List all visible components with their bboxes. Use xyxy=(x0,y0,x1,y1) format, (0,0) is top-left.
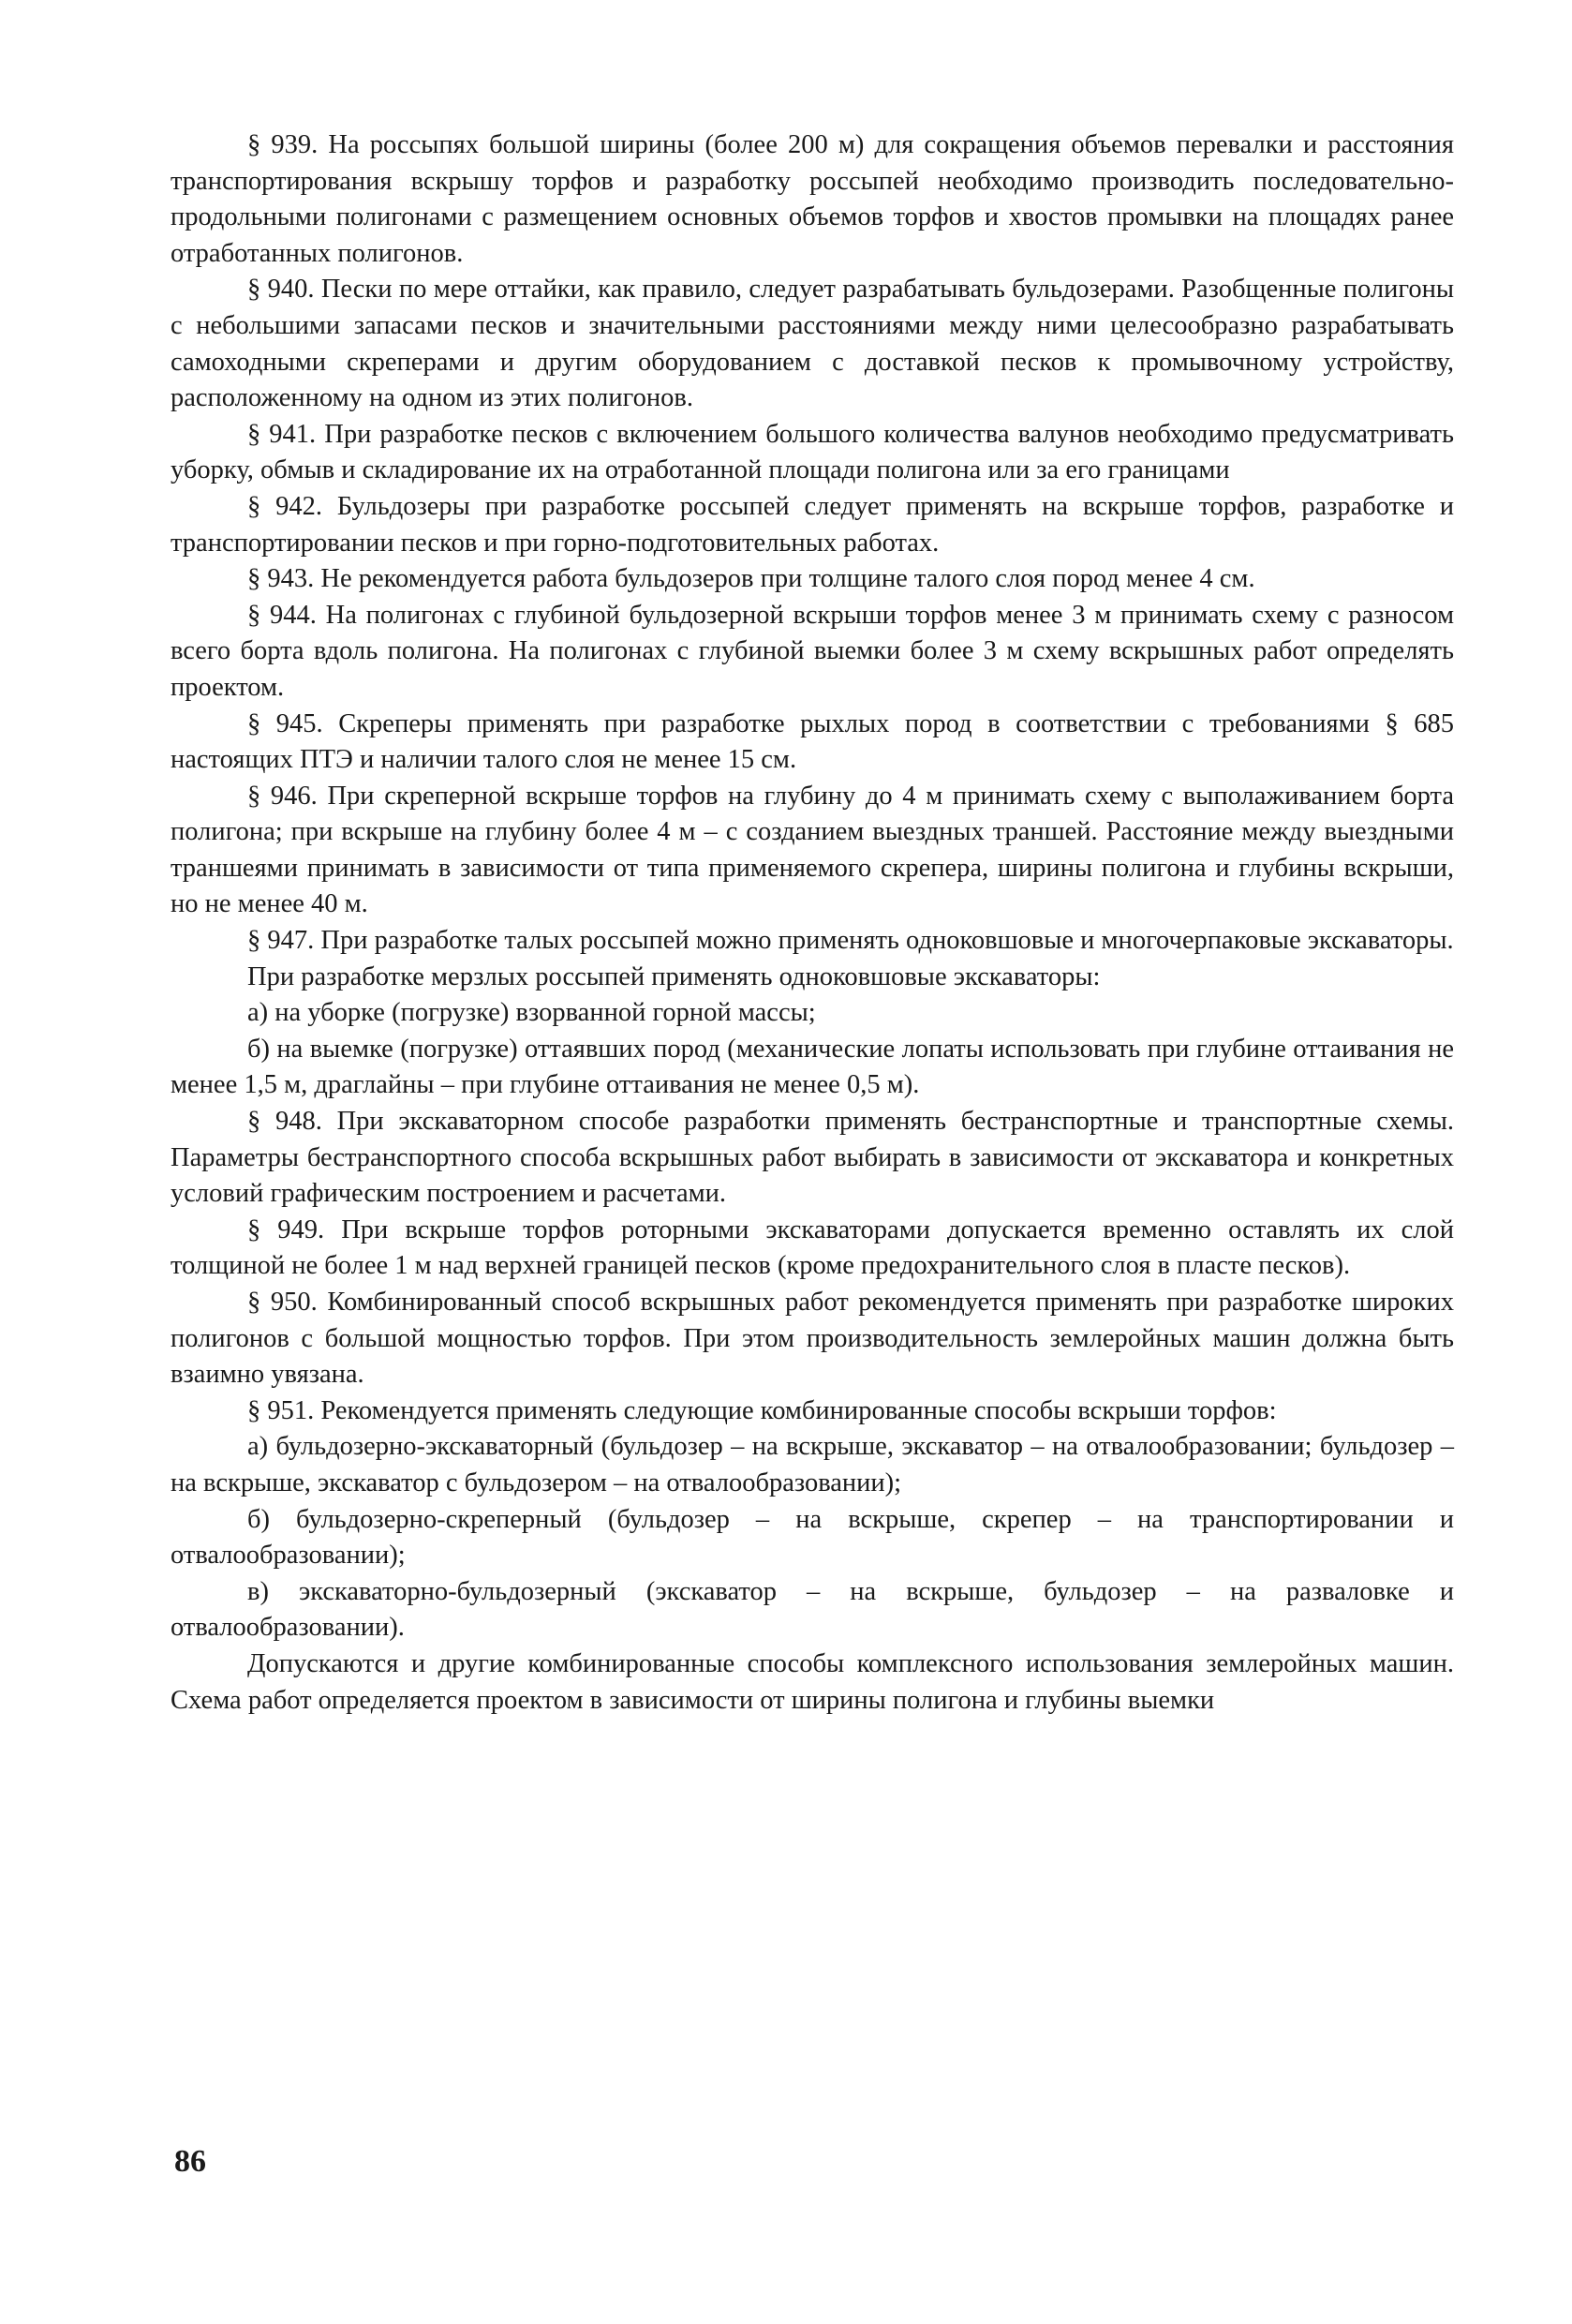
paragraph-941: § 941. При разработке песков с включением большого количества валунов необходимо предусматривать уборку, обмыв и складирование их на отработанной площади полигона или за его границами xyxy=(171,419,1454,485)
list-item-b-bulldozer-scraper: б) бульдозерно-скреперный (бульдозер – на вскрыше, скрепер – на транспортировании и отвалообразовании); xyxy=(171,1504,1454,1571)
list-item-a-bulldozer-excavator: а) бульдозерно-экскаваторный (бульдозер – на вскрыше, экскаватор – на отвалообразовании; бульдозер – на вскрыше, экскаватор с бульдозером – на отвалообразовании); xyxy=(171,1432,1454,1497)
document-body xyxy=(171,127,1454,1719)
page-number: 86 xyxy=(174,2144,206,2179)
list-item-c-excavator-bulldozer: в) экскаваторно-бульдозерный (экскаватор – на вскрыше, бульдозер – на разваловке и отвалообразовании). xyxy=(171,1576,1454,1643)
list-item-a-cleanup: а) на уборке (погрузке) взорванной горной массы; xyxy=(247,998,816,1028)
paragraph-frozen-placers: При разработке мерзлых россыпей применять одноковшовые экскаваторы: xyxy=(247,961,1101,991)
paragraph-950: § 950. Комбинированный способ вскрышных работ рекомендуется применять при разработке широких полигонов с большой мощностью торфов. При этом производительность землеройных машин должна быть взаимно увязана. xyxy=(171,1288,1454,1390)
paragraph-939: § 939. На россыпях большой ширины (более 200 м) для сокращения объемов перевалки и расстояния транспортирования вскрышу торфов и разработку россыпей необходимо производить последовательно-продольными полигонами с размещением основных объемов торфов и хвостов промывки на площадях ранее отработанных полигонов. xyxy=(171,130,1454,268)
paragraph-946: § 946. При скреперной вскрыше торфов на глубину до 4 м принимать схему с выполаживанием борта полигона; при вскрыше на глубину более 4 м – с созданием выездных траншей. Расстояние между выездными траншеями принимать в зависимости от типа применяемого скрепера, ширины полигона и глубины вскрыши, но не менее 40 м. xyxy=(171,781,1454,919)
paragraph-944: § 944. На полигонах с глубиной бульдозерной вскрыши торфов менее 3 м принимать схему с разносом всего борта вдоль полигона. На полигонах с глубиной выемки более 3 м схему вскрышных работ определять проектом. xyxy=(171,600,1454,702)
paragraph-947: § 947. При разработке талых россыпей можно применять одноковшовые и многочерпаковые экскаваторы. xyxy=(247,926,1454,956)
paragraph-942: § 942. Бульдозеры при разработке россыпей следует применять на вскрыше торфов, разработке и транспортировании песков и при горно-подготовительных работах. xyxy=(171,491,1454,558)
paragraph-948: § 948. При экскаваторном способе разработки применять бестранспортные и транспортные схемы. Параметры бестранспортного способа вскрышных работ выбирать в зависимости от экскаватора и конкретных условий графическим построением и расчетами. xyxy=(171,1107,1454,1209)
list-item-b-excavation: б) на выемке (погрузке) оттаявших пород (механические лопаты использовать при глубине оттаивания не менее 1,5 м, драглайны – при глубине оттаивания не менее 0,5 м). xyxy=(171,1034,1454,1100)
paragraph-940: § 940. Пески по мере оттайки, как правило, следует разрабатывать бульдозерами. Разобщенные полигоны с небольшими запасами песков и значительными расстояниями между ними целесообразно разрабатывать самоходными скреперами и другим оборудованием с доставкой песков к промывочному устройству, расположенному на одном из этих полигонов. xyxy=(171,275,1454,413)
paragraph-951: § 951. Рекомендуется применять следующие комбинированные способы вскрыши торфов: xyxy=(247,1395,1277,1425)
paragraph-other-methods: Допускаются и другие комбинированные способы комплексного использования землеройных машин. Схема работ определяется проектом в зависимости от ширины полигона и глубины выемки xyxy=(171,1648,1454,1715)
paragraph-943: § 943. Не рекомендуется работа бульдозеров при толщине талого слоя пород менее 4 см. xyxy=(247,564,1255,594)
paragraph-949: § 949. При вскрыше торфов роторными экскаваторами допускается временно оставлять их слой толщиной не более 1 м над верхней границей песков (кроме предохранительного слоя в пласте песков). xyxy=(171,1214,1454,1281)
paragraph-945: § 945. Скреперы применять при разработке рыхлых пород в соответствии с требованиями § 685 настоящих ПТЭ и наличии талого слоя не менее 15 см. xyxy=(171,708,1454,775)
